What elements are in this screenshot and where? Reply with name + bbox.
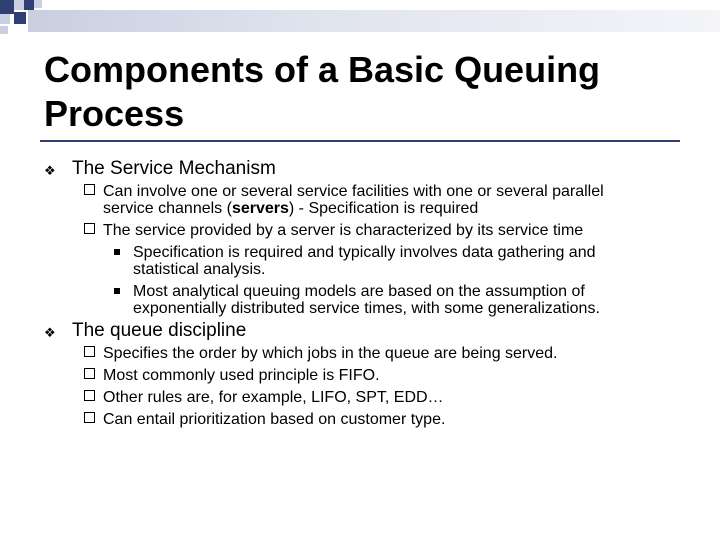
servers-term: servers [231, 200, 289, 217]
sub-sub-bullet-text: exponentially distributed service times, with some generalizations. [133, 300, 600, 317]
sub-bullet-text: Most commonly used principle is FIFO. [103, 367, 380, 384]
sub-bullet-text: service channels ( [103, 200, 232, 217]
sub-sub-bullet-text: statistical analysis. [133, 261, 266, 278]
sub-sub-bullet-text: Specification is required and typically involves data gathering and [133, 244, 596, 261]
diamond-bullet-icon: ❖ [44, 163, 56, 178]
corner-square-4 [34, 0, 42, 8]
sub-bullet-text: Other rules are, for example, LIFO, SPT, EDD… [103, 389, 444, 406]
corner-square-3 [24, 0, 34, 10]
bullet-text: The queue discipline [72, 320, 247, 341]
slide-title: Components of a Basic Queuing Process [44, 49, 601, 134]
square-bullet-icon [114, 288, 120, 294]
diamond-bullet-icon: ❖ [44, 325, 56, 340]
corner-square-7 [0, 26, 8, 34]
sub-bullet-text: Specifies the order by which jobs in the queue are being served. [103, 345, 558, 362]
corner-square-6 [14, 12, 26, 24]
header-bar [28, 10, 720, 32]
square-bullet-icon [84, 390, 95, 401]
sub-sub-bullet-text: Most analytical queuing models are based on the assumption of [133, 283, 585, 300]
square-bullet-icon [84, 223, 95, 234]
corner-square-2 [14, 0, 24, 10]
square-bullet-icon [84, 368, 95, 379]
title-divider [40, 140, 680, 142]
square-bullet-icon [114, 249, 120, 255]
square-bullet-icon [84, 184, 95, 195]
sub-bullet-text: The service provided by a server is characterized by its service time [103, 222, 584, 239]
corner-square-5 [0, 14, 10, 24]
sub-bullet-text: Can entail prioritization based on customer type. [103, 411, 446, 428]
sub-bullet-text: Can involve one or several service facilities with one or several parallel [103, 183, 604, 200]
square-bullet-icon [84, 412, 95, 423]
bullet-text: The Service Mechanism [72, 158, 276, 179]
sub-bullet-text: ) - Specification is required [288, 200, 479, 217]
corner-square-1 [0, 0, 14, 14]
square-bullet-icon [84, 346, 95, 357]
